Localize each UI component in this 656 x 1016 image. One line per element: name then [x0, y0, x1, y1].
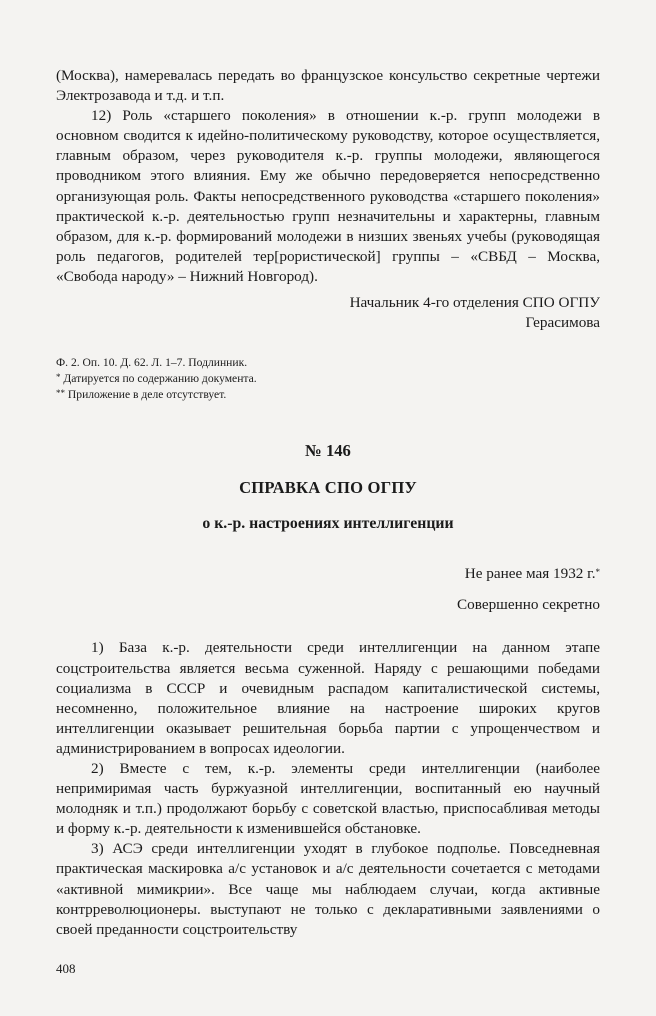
document-title: СПРАВКА СПО ОГПУ: [239, 478, 417, 498]
document-date-mark: *: [595, 567, 600, 578]
paragraph-1: 1) База к.-р. деятельности среди интеллигенции на данном этапе соцстроительства является весьма суженной. Наряду с решающими победами социализма в СССР и очевидным распадом капиталистической системы, несомненно, положительное влияние на настроение широких кругов интеллигенции оказывает решительная борьба партии с упрощенчеством и администрированием в вопросах идеологии.: [56, 639, 600, 757]
footnote-1-text: Датируется по содержанию документа.: [60, 372, 257, 386]
classification-label: Совершенно секретно: [457, 596, 600, 614]
footnotes: [56, 355, 600, 403]
footnote-1: [56, 371, 600, 387]
footnote-2: [56, 387, 600, 403]
document-date: [56, 564, 600, 584]
document-date-text: Не ранее мая 1932 г.: [464, 565, 596, 583]
signature-name: Герасимова: [525, 314, 600, 332]
document-body: [56, 638, 600, 939]
paragraph-3: 3) АСЭ среди интеллигенции уходят в глубокое подполье. Повседневная практическая маскировка а/с установок и а/с деятельности сочетается с методами «активной мимикрии». Все чаще мы наблюдаем случаи, когда активные контрреволюционеры. выступают не только с декларативными заявлениями о своей преданности соцстроительству: [56, 840, 600, 938]
archive-reference: Ф. 2. Оп. 10. Д. 62. Л. 1–7. Подлинник.: [56, 356, 248, 370]
prev-paragraph-12: 12) Роль «старшего поколения» в отношении к.-р. групп молодежи в основном сводится к идейно-политическому руководству, которое осуществляется, главным образом, через руководителя к.-р. группы молодежи, являющегося проводником этого влияния. Ему же обычно передоверяется непосредственно организующая роль. Факты непосредственного руководства «старшего поколения» практической к.-р. деятельностью групп незначительны и характерны, главным образом, для к.-р. формирований молодежи в низших звеньях учебы (руководящая роль педагогов, родителей тер[рористической] группы – «СВБД – Москва, «Свобода народу» – Нижний Новгород).: [56, 107, 600, 285]
document-subtitle: о к.-р. настроениях интеллигенции: [202, 515, 454, 533]
document-number: № 146: [305, 441, 351, 461]
page-number: 408: [56, 961, 76, 976]
footnote-2-mark: **: [56, 388, 65, 399]
document-page: [56, 66, 600, 940]
footnote-2-text: Приложение в деле отсутствует.: [65, 388, 227, 402]
signature-position: Начальник 4-го отделения СПО ОГПУ: [349, 294, 600, 312]
footnote-1-mark: *: [56, 372, 61, 383]
signature-block: [56, 293, 600, 333]
prev-paragraph-continuation: (Москва), намеревалась передать во французское консульство секретные чертежи Электрозавода и т.д. и т.п.: [56, 67, 600, 105]
paragraph-2: 2) Вместе с тем, к.-р. элементы среди интеллигенции (наиболее непримиримая часть буржуазной интеллигенции, воспитанный ею научный молодняк и т.п.) продолжают борьбу с советской властью, приспосабливая методы и форму к.-р. деятельности к изменившейся обстановке.: [56, 759, 600, 838]
